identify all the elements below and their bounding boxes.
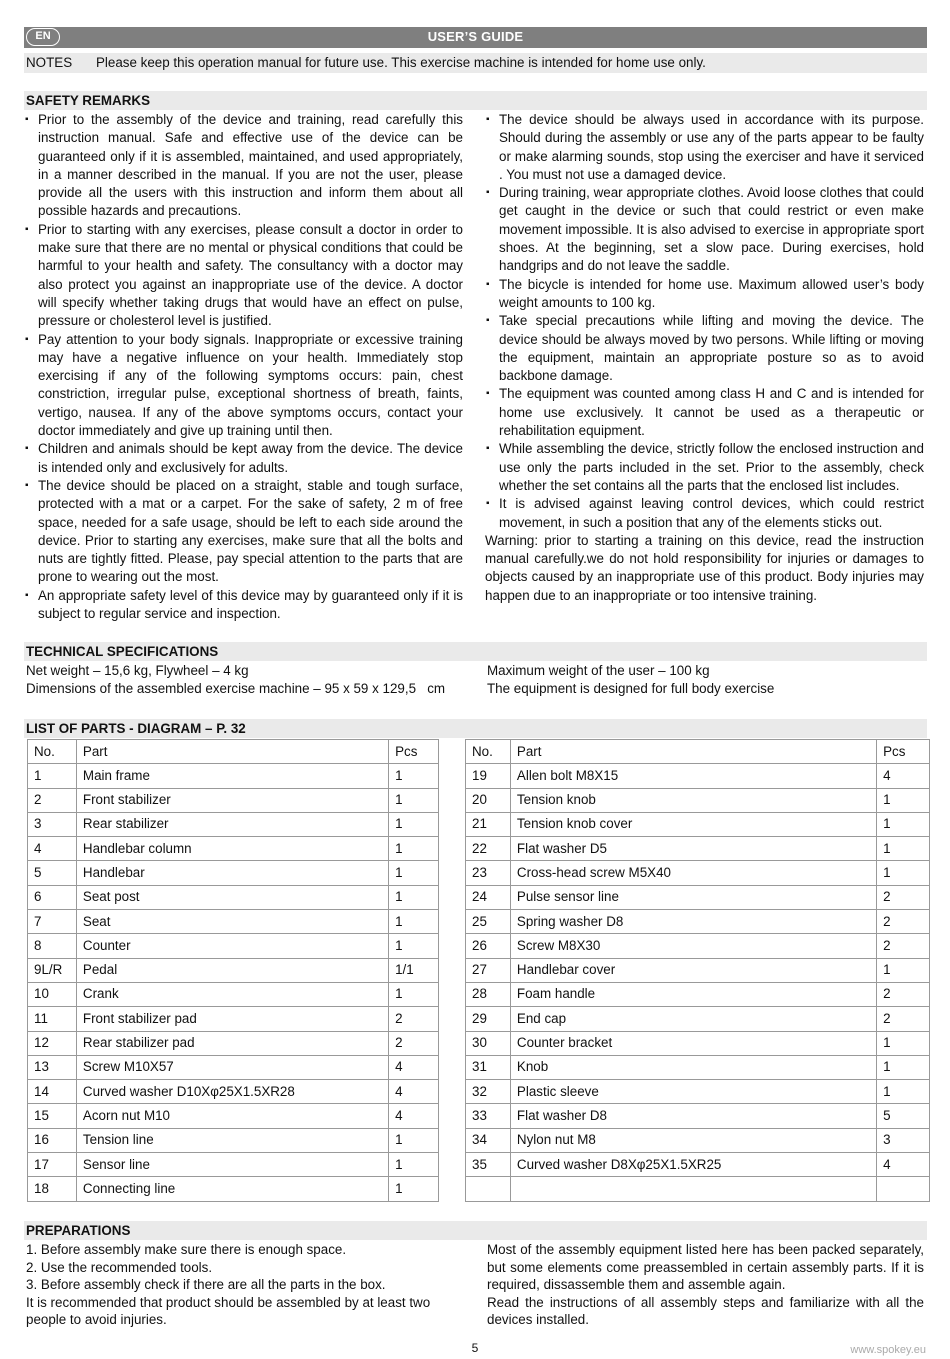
part-quantity: 1: [389, 934, 439, 958]
notes-bar: [24, 53, 927, 73]
prep-line: 1. Before assembly make sure there is enough space.: [26, 1242, 347, 1257]
part-quantity: 2: [389, 1007, 439, 1031]
part-quantity: 1: [389, 1128, 439, 1152]
table-row: [28, 812, 439, 836]
table-row: [28, 982, 439, 1006]
tech-line: Net weight – 15,6 kg, Flywheel – 4 kg: [26, 663, 249, 678]
part-quantity: 1: [877, 1055, 930, 1079]
website-url[interactable]: www.spokey.eu: [850, 1344, 926, 1356]
notes-label: NOTES: [26, 55, 73, 70]
tech-line: Dimensions of the assembled exercise machine – 95 x 59 x 129,5 cm: [26, 681, 446, 697]
table-row: [466, 1177, 930, 1201]
table-row: [28, 1177, 439, 1201]
prep-line: 3. Before assembly check if there are all the parts in the box.: [26, 1277, 386, 1293]
part-name: Tension knob: [510, 788, 876, 812]
part-quantity: 5: [877, 1104, 930, 1128]
part-number: 14: [28, 1080, 77, 1104]
safety-bullet: ▪ It is advised against leaving control devices, which could restrict movement, in such a position that any of the elements sticks out.: [485, 495, 924, 532]
part-number: 22: [466, 837, 511, 861]
table-row: [466, 1128, 930, 1152]
tech-heading: TECHNICAL SPECIFICATIONS: [24, 642, 927, 661]
part-quantity: 1: [877, 861, 930, 885]
table-row: [466, 910, 930, 934]
table-row: [466, 885, 930, 909]
part-name: Curved washer D10Xφ25X1.5XR28: [76, 1080, 388, 1104]
part-number: 27: [466, 958, 511, 982]
part-number: 29: [466, 1007, 511, 1031]
part-name: [510, 1177, 876, 1201]
column-header: No.: [28, 740, 77, 764]
page-title: USER’S GUIDE: [427, 29, 524, 44]
safety-right-list: [485, 111, 924, 532]
part-quantity: 2: [877, 982, 930, 1006]
part-quantity: 1: [877, 1031, 930, 1055]
table-row: [28, 861, 439, 885]
prep-paragraph: Most of the assembly equipment listed here has been packed separately, but some elements come preassembled in certain assembly parts. If it is required, dissassemble them and assemble again.: [487, 1242, 924, 1293]
part-quantity: 1: [389, 982, 439, 1006]
part-name: Cross-head screw M5X40: [510, 861, 876, 885]
part-number: 5: [28, 861, 77, 885]
part-quantity: 4: [877, 1153, 930, 1177]
part-name: Crank: [76, 982, 388, 1006]
tech-left: [26, 662, 466, 699]
table-row: [28, 764, 439, 788]
part-name: Handlebar cover: [510, 958, 876, 982]
table-row: [466, 812, 930, 836]
part-quantity: 1: [389, 1177, 439, 1201]
part-quantity: 1: [389, 885, 439, 909]
part-name: Foam handle: [510, 982, 876, 1006]
part-name: Pedal: [76, 958, 388, 982]
part-number: 4: [28, 837, 77, 861]
part-number: 28: [466, 982, 511, 1006]
safety-heading: SAFETY REMARKS: [24, 91, 927, 110]
part-quantity: 4: [389, 1104, 439, 1128]
prep-right: [487, 1241, 924, 1329]
table-row: [28, 1153, 439, 1177]
part-name: Rear stabilizer pad: [76, 1031, 388, 1055]
part-number: 3: [28, 812, 77, 836]
part-number: 26: [466, 934, 511, 958]
part-quantity: 1: [389, 837, 439, 861]
part-name: Flat washer D8: [510, 1104, 876, 1128]
part-quantity: 4: [389, 1080, 439, 1104]
part-number: 15: [28, 1104, 77, 1128]
part-number: 10: [28, 982, 77, 1006]
part-name: End cap: [510, 1007, 876, 1031]
column-header: Pcs: [389, 740, 439, 764]
part-name: Rear stabilizer: [76, 812, 388, 836]
part-number: 23: [466, 861, 511, 885]
part-quantity: 1: [877, 788, 930, 812]
part-quantity: 2: [877, 1007, 930, 1031]
table-row: [466, 982, 930, 1006]
parts-heading: LIST OF PARTS - DIAGRAM – P. 32: [24, 719, 927, 738]
prep-line: It is recommended that product should be assembled by at least two people to avoid injuries.: [26, 1294, 431, 1328]
table-row: [466, 1153, 930, 1177]
part-name: Allen bolt M8X15: [510, 764, 876, 788]
part-name: Screw M10X57: [76, 1055, 388, 1079]
table-row: [28, 885, 439, 909]
page-number: 5: [471, 1341, 479, 1355]
table-row: [466, 1007, 930, 1031]
part-quantity: 2: [389, 1031, 439, 1055]
part-quantity: 2: [877, 910, 930, 934]
table-row: [28, 837, 439, 861]
part-number: 1: [28, 764, 77, 788]
tech-line: The equipment is designed for full body exercise: [487, 681, 775, 697]
column-header: Part: [510, 740, 876, 764]
part-quantity: 1: [389, 1153, 439, 1177]
part-name: Acorn nut M10: [76, 1104, 388, 1128]
part-name: Sensor line: [76, 1153, 388, 1177]
part-number: 20: [466, 788, 511, 812]
table-header-row: [466, 740, 930, 764]
part-quantity: 2: [877, 934, 930, 958]
prep-heading: PREPARATIONS: [24, 1221, 927, 1240]
part-name: Front stabilizer: [76, 788, 388, 812]
safety-bullet: ▪ The device should be always used in accordance with its purpose. Should during the assembly or use any of the parts appear to be faulty or make alarming sounds, stop using the exerciser and have it serviced . You must not use a damaged device.: [485, 111, 924, 184]
part-name: Plastic sleeve: [510, 1080, 876, 1104]
part-name: Counter: [76, 934, 388, 958]
tech-right: [487, 662, 927, 699]
safety-warning: Warning: prior to starting a training on this device, read the instruction manual carefully.we do not hold responsibility for injuries or damages to objects caused by an inappropriate use of this product. Body injuries may happen due to an inappropriate or too intensive training.: [485, 532, 924, 603]
safety-bullet: ▪ The equipment was counted among class H and C and is intended for home use exclusively. It cannot be used as a therapeutic or rehabilitation equipment.: [485, 385, 924, 440]
part-name: Main frame: [76, 764, 388, 788]
safety-bullet: ▪ The device should be placed on a straight, stable and tough surface, protected with a mat or a carpet. For the sake of safety, 2 m of free space, needed for a safe usage, should be left to each side around the device. Prior to starting any exercises, make sure that all the bolts and nuts are tightly fitted. Please, pay special attention to the parts that are prone to wearing out the most.: [24, 477, 463, 587]
part-quantity: [877, 1177, 930, 1201]
part-quantity: 1: [389, 788, 439, 812]
prep-line: 2. Use the recommended tools.: [26, 1259, 213, 1275]
part-quantity: 1/1: [389, 958, 439, 982]
table-row: [28, 1104, 439, 1128]
part-number: 32: [466, 1080, 511, 1104]
tech-line: Maximum weight of the user – 100 kg: [487, 663, 710, 678]
safety-bullet: ▪ Prior to the assembly of the device and training, read carefully this instruction manual. Safe and effective use of the device can be guaranteed only if it is assembled, maintained, and used appropriately, in a manner described in the manual. If you are not the user, please provide all the users with this instruction and inform them about all possible hazards and precautions.: [24, 111, 463, 221]
safety-bullet: ▪ An appropriate safety level of this device may by guaranteed only if it is subject to regular service and inspection.: [24, 587, 463, 624]
table-row: [466, 934, 930, 958]
prep-paragraph: Read the instructions of all assembly steps and familiarize with all the devices installed.: [487, 1294, 924, 1328]
part-number: 2: [28, 788, 77, 812]
part-name: Seat post: [76, 885, 388, 909]
table-row: [466, 861, 930, 885]
part-quantity: 1: [877, 958, 930, 982]
part-name: Screw M8X30: [510, 934, 876, 958]
table-row: [28, 1128, 439, 1152]
part-quantity: 1: [877, 837, 930, 861]
table-row: [28, 958, 439, 982]
table-row: [466, 1031, 930, 1055]
part-number: 21: [466, 812, 511, 836]
safety-right-column: [485, 111, 924, 605]
part-name: Handlebar column: [76, 837, 388, 861]
table-header-row: [28, 740, 439, 764]
safety-bullet: ▪ Children and animals should be kept away from the device. The device is intended only and exclusively for adults.: [24, 440, 463, 477]
part-quantity: 1: [877, 812, 930, 836]
part-name: Connecting line: [76, 1177, 388, 1201]
safety-bullet: ▪ Pay attention to your body signals. Inappropriate or excessive training may have a negative influence on your health. Immediately stop exercising if any of the following symptoms occurs: pain, chest constriction, irregular pulse, exceptional shortness of breath, faints, vertigo, nausea. If any of the above symptoms occurs, contact your doctor immediately and give up training until then.: [24, 331, 463, 441]
table-row: [466, 788, 930, 812]
table-row: [28, 934, 439, 958]
safety-bullet: ▪ The bicycle is intended for home use. Maximum allowed user’s body weight amounts to 100 kg.: [485, 276, 924, 313]
safety-bullet: ▪ During training, wear appropriate clothes. Avoid loose clothes that could get caught in the device or such that could restrict or even make movement impossible. It is also advised to exercise in appropriate sport shoes. At the beginning, set a slow pace. During exercises, hold handgrips and do not leave the saddle.: [485, 184, 924, 275]
column-header: Part: [76, 740, 388, 764]
part-name: Seat: [76, 910, 388, 934]
part-number: 12: [28, 1031, 77, 1055]
part-name: Front stabilizer pad: [76, 1007, 388, 1031]
part-name: Handlebar: [76, 861, 388, 885]
column-header: Pcs: [877, 740, 930, 764]
table-row: [466, 1055, 930, 1079]
column-header: No.: [466, 740, 511, 764]
part-number: 9L/R: [28, 958, 77, 982]
part-name: Tension line: [76, 1128, 388, 1152]
safety-bullet: ▪ Prior to starting with any exercises, please consult a doctor in order to make sure that there are no mental or physical conditions that could be harmful to your health and safety. The consultancy with a doctor may also protect you against an inappropriate use of the device. A doctor will specify whether taking drugs that would have an effect on pulse, pressure or cholesterol level is justified.: [24, 221, 463, 331]
part-quantity: 1: [389, 861, 439, 885]
parts-table-left: [27, 739, 439, 1202]
part-name: Knob: [510, 1055, 876, 1079]
part-number: 30: [466, 1031, 511, 1055]
part-quantity: 1: [877, 1080, 930, 1104]
part-quantity: 4: [877, 764, 930, 788]
part-number: [466, 1177, 511, 1201]
part-number: 13: [28, 1055, 77, 1079]
part-name: Spring washer D8: [510, 910, 876, 934]
part-quantity: 4: [389, 1055, 439, 1079]
part-name: Curved washer D8Xφ25X1.5XR25: [510, 1153, 876, 1177]
notes-text: Please keep this operation manual for future use. This exercise machine is intended for home use only.: [96, 55, 706, 70]
table-row: [466, 1104, 930, 1128]
table-row: [28, 1007, 439, 1031]
part-number: 24: [466, 885, 511, 909]
part-number: 16: [28, 1128, 77, 1152]
language-badge: EN: [26, 28, 60, 46]
table-row: [466, 958, 930, 982]
table-row: [466, 764, 930, 788]
part-name: Tension knob cover: [510, 812, 876, 836]
table-row: [28, 910, 439, 934]
safety-bullet: ▪ While assembling the device, strictly follow the enclosed instruction and use only the parts included in the set. Prior to the assembly, check whether the set contains all the parts that the enclosed list includes.: [485, 440, 924, 495]
part-name: Flat washer D5: [510, 837, 876, 861]
part-number: 17: [28, 1153, 77, 1177]
table-row: [28, 1080, 439, 1104]
safety-left-list: [24, 111, 463, 623]
part-number: 34: [466, 1128, 511, 1152]
part-name: Pulse sensor line: [510, 885, 876, 909]
part-quantity: 2: [877, 885, 930, 909]
part-number: 19: [466, 764, 511, 788]
part-quantity: 1: [389, 812, 439, 836]
table-row: [466, 837, 930, 861]
prep-left: [26, 1241, 466, 1329]
table-row: [28, 1031, 439, 1055]
part-quantity: 3: [877, 1128, 930, 1152]
part-name: Counter bracket: [510, 1031, 876, 1055]
part-number: 7: [28, 910, 77, 934]
part-number: 11: [28, 1007, 77, 1031]
part-number: 18: [28, 1177, 77, 1201]
part-quantity: 1: [389, 910, 439, 934]
part-number: 6: [28, 885, 77, 909]
part-quantity: 1: [389, 764, 439, 788]
part-number: 8: [28, 934, 77, 958]
part-number: 31: [466, 1055, 511, 1079]
part-number: 25: [466, 910, 511, 934]
header-bar: [24, 27, 927, 48]
part-name: Nylon nut M8: [510, 1128, 876, 1152]
part-number: 35: [466, 1153, 511, 1177]
table-row: [466, 1080, 930, 1104]
table-row: [28, 1055, 439, 1079]
part-number: 33: [466, 1104, 511, 1128]
safety-bullet: ▪ Take special precautions while lifting and moving the device. The device should be always moved by two persons. While lifting or moving the equipment, maintain an appropriate posture so as to avoid backbone damage.: [485, 312, 924, 385]
table-row: [28, 788, 439, 812]
parts-table-right: [465, 739, 930, 1202]
